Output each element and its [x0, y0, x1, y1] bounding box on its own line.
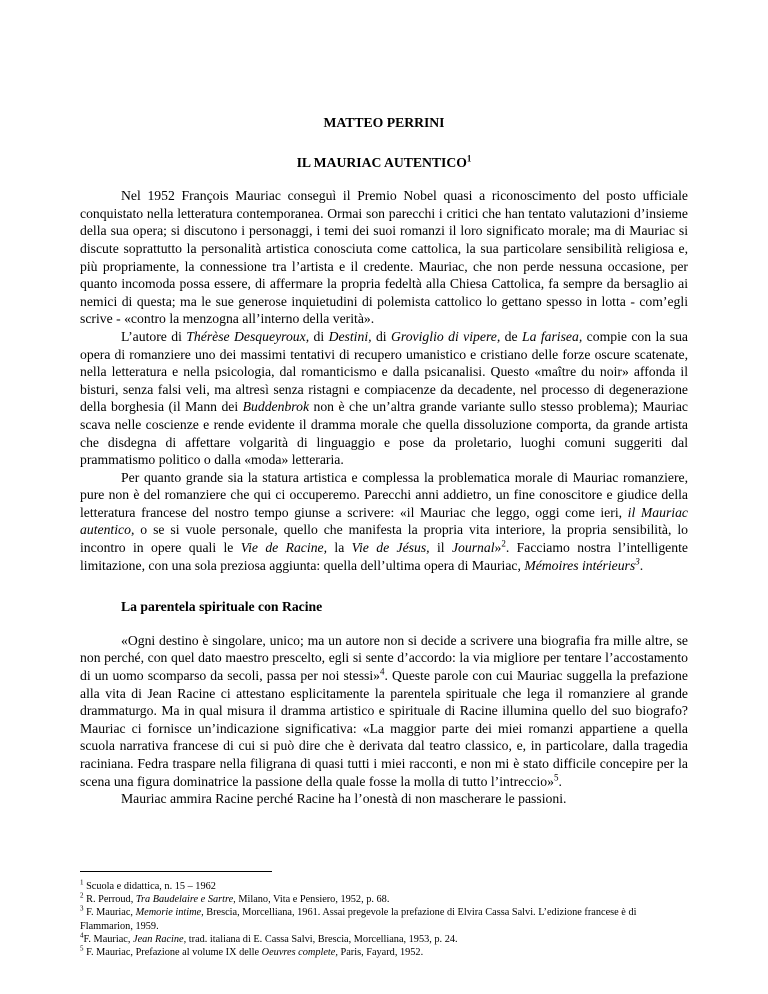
book-title-groviglio: Groviglio di vipere,	[391, 328, 501, 344]
footnote-text: trad. italiana di E. Cassa Salvi, Brescia, Morcelliana, 1953, p. 24.	[186, 933, 458, 945]
book-title-therese: Thérèse Desqueyroux,	[186, 328, 310, 344]
footnote-4	[80, 933, 688, 946]
text-run: non è che un’altra grande variante sullo stesso problema); Mauriac scava nelle coscienze e rende evidente il dramma morale che quella dissoluzione comporta, da grande artista che disdegna di affettare volgarità di linguaggio e pose da proletario, luoghi comuni suggeriti dal prammatismo politico o dalla «moda» letteraria.	[80, 399, 688, 468]
paragraph-3	[80, 469, 688, 575]
book-title-farisea: La farisea,	[521, 328, 583, 344]
book-title-buddenbrok: Buddenbrok	[242, 399, 310, 415]
text-run: compie con la sua opera di romanziere uno dei massimi tentativi di recupero umanistico e cristiano delle forze oscure scatenate, nella letteratura e nella psicologia, dal romanticismo e dalla psicanalisi. Questo «maître du noir» affonda il bisturi, senza falsi veli, ma altresì senza ristagni e compiacenze da decadente, nel processo di degenerazione della borghesia (il Mann dei	[80, 328, 688, 415]
text-run: . Facciamo nostra l’intelligente limitazione, con una sola preziosa aggiunta: quella dell’ultima opera di Mauriac,	[80, 540, 688, 573]
book-title-vie-de-jesus: Vie de Jésus,	[351, 540, 430, 556]
text-run: , o se si vuole personale, quello che manifesta la propria vita interiore, la propria sensibilità, lo incontro in opere quali le	[80, 522, 688, 556]
text-run: .	[558, 773, 562, 789]
text-run: la	[327, 540, 352, 556]
footnotes	[80, 871, 688, 959]
footnote-text: F. Mauriac, Prefazione al volume IX delle	[86, 947, 262, 959]
text-run: di	[371, 328, 391, 344]
footnote-text: R. Perroud,	[86, 894, 136, 906]
footnote-separator	[80, 871, 272, 872]
book-title-vie-de-racine: Vie de Racine,	[240, 540, 328, 556]
footnote-2	[80, 893, 688, 906]
footnote-book-title: Oeuvres complete,	[261, 947, 338, 959]
footnote-book-title: Tra Baudelaire e Sartre,	[135, 894, 236, 906]
emphasis-mauriac-autentico: il Mauriac autentico	[80, 504, 688, 538]
footnote-number: 1	[80, 878, 84, 887]
footnote-ref-5[interactable]: 5	[553, 772, 559, 783]
footnote-book-title: Jean Racine,	[133, 933, 187, 945]
footnote-5	[80, 946, 688, 959]
article-title	[80, 154, 688, 172]
footnote-text: Brescia, Morcelliana, 1961. Assai pregevole la prefazione di Elvira Cassa Salvi. L’edizione francese è di Flammarion, 1959.	[80, 907, 637, 932]
text-run: L’autore di	[121, 328, 187, 344]
footnote-text: F. Mauriac,	[83, 933, 134, 945]
text-run: »	[494, 540, 502, 556]
paragraph-5: Mauriac ammira Racine perché Racine ha l’onestà di non mascherare le passioni.	[121, 791, 567, 807]
footnote-text: Scuola e didattica, n. 15 – 1962	[86, 881, 216, 892]
text-run: de	[500, 328, 522, 344]
text-run: Per quanto grande sia la statura artistica e complessa la problematica morale di Mauriac romanziere, pure non è del romanziere che qui ci occuperemo. Parecchi anni addietro, un fine conoscitore e giudice della letteratura francese del nostro tempo giunse a scrivere: «il Mauriac che leggo, oggi come ieri,	[80, 469, 688, 520]
footnote-book-title: Memorie intime,	[135, 907, 204, 919]
book-title-memoires: Mémoires intérieurs	[524, 557, 636, 573]
paragraph-2	[80, 328, 688, 469]
book-title-destini: Destini,	[328, 328, 372, 344]
footnote-number: 3	[80, 904, 84, 913]
article-title-text: IL MAURIAC AUTENTICO	[296, 154, 467, 170]
paragraph-4	[80, 632, 688, 790]
footnote-ref-2[interactable]: 2	[501, 538, 506, 549]
footnote-number: 4	[80, 931, 84, 940]
text-run: «Ogni destino è singolare, unico; ma un autore non si decide a scrivere una biografia fra mille altre, se non perché, con quel dato maestro prescelto, egli si sente d’accordo: la via migliore per tentare l’accostamento di un uomo scomparso da secoli, passa per noi stessi»	[80, 632, 688, 684]
footnote-ref-3[interactable]: 3	[635, 556, 640, 567]
text-run: il	[429, 540, 452, 556]
text-run: . Queste parole con cui Mauriac suggella la prefazione alla vita di Jean Racine ci attestano esplicitamente la parentela spirituale che lega il romanziere al grande drammaturgo. Ma in qual misura il dramma artistico e spirituale di Racine illumina quello del suo biografo? Mauriac ci fornisce un’indicazione significativa: «La maggior parte dei miei romanzi appartiene a quella scuola narrativa francese di cui si può dire che è derivata dal teatro classico, e, in particolare, dalla tragedia raciniana. Fedra traspare nella filigrana di quasi tutti i miei racconti, e non mi è stato difficile concepire per la scena una figura dominatrice la passione della quale fosse la molla di tutto l’intreccio»	[80, 668, 688, 789]
footnote-3	[80, 906, 688, 932]
footnote-text: F. Mauriac,	[86, 907, 136, 919]
footnote-ref-1[interactable]: 1	[466, 153, 472, 164]
book-title-journal: Journal	[451, 540, 495, 556]
text-run: di	[309, 328, 329, 344]
paragraph-1: Nel 1952 François Mauriac conseguì il Premio Nobel quasi a riconoscimento del posto ufficiale conquistato nella letteratura contemporanea. Ormai son parecchi i critici che han tentato valutazioni d’insieme della sua opera; si discutono i personaggi, i temi dei suoi romanzi il loro significato morale; ma di Mauriac si discute soprattutto la personalità artistica conosciuta come cattolica, la sua particolare sensibilità religiosa e, più propriamente, la connessione tra l’artista e il credente. Mauriac, che non perde nessuna occasione, per quanto incomoda possa essere, di affermare la propria fedeltà alla Chiesa Cattolica, fa sempre da bersaglio ai nemici di questa; ma le sue generose inquietudini di polemista cattolico lo gettano spesso in lotta - com’egli scrive - «contro la menzogna all’interno della verità».	[80, 188, 688, 327]
author-name: MATTEO PERRINI	[323, 115, 445, 130]
footnote-text: Milano, Vita e Pensiero, 1952, p. 68.	[235, 894, 390, 906]
footnote-number: 5	[80, 944, 84, 953]
footnote-text: Paris, Fayard, 1952.	[337, 947, 424, 959]
text-run: .	[639, 557, 644, 573]
footnote-ref-4[interactable]: 4	[380, 666, 385, 677]
section-heading: La parentela spirituale con Racine	[121, 599, 323, 615]
footnote-number: 2	[80, 891, 84, 900]
footnote-1	[80, 880, 688, 893]
